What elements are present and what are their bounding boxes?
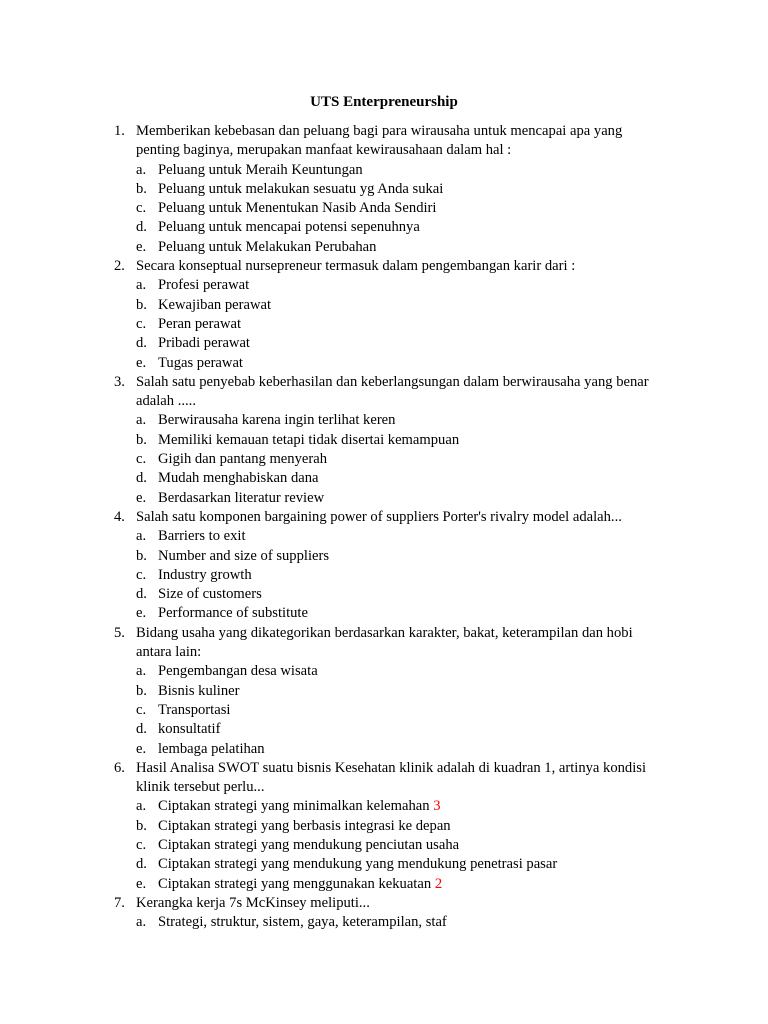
option-item: [0, 276, 768, 295]
option-letter: b.: [136, 817, 147, 834]
question-item: [0, 257, 768, 373]
option-item: [0, 469, 768, 488]
question-number: 4.: [114, 508, 125, 525]
option-text: Ciptakan strategi yang berbasis integrasi ke depan: [158, 817, 451, 834]
question-number: 7.: [114, 894, 125, 911]
question-text: Bidang usaha yang dikategorikan berdasarkan karakter, bakat, keterampilan dan hobi antara lain:: [136, 624, 633, 661]
option-text: Size of customers: [158, 586, 262, 603]
option-item: [0, 682, 768, 701]
option-letter: a.: [136, 798, 147, 815]
option-letter: e.: [136, 740, 147, 757]
question-item: [0, 759, 768, 894]
option-item: [0, 161, 768, 180]
question-text: Secara konseptual nursepreneur termasuk dalam pengembangan karir dari :: [136, 258, 576, 275]
option-text: lembaga pelatihan: [158, 740, 265, 757]
option-text: Ciptakan strategi yang mendukung penciutan usaha: [158, 836, 460, 853]
option-list: [0, 161, 768, 257]
option-text: Peluang untuk Melakukan Perubahan: [158, 238, 377, 255]
option-letter: b.: [136, 547, 147, 564]
option-text: Performance of substitute: [158, 605, 308, 622]
option-item-answer: [0, 547, 768, 566]
option-item: [0, 296, 768, 315]
option-letter: b.: [136, 296, 147, 313]
option-text: Peluang untuk melakukan sesuatu yg Anda sukai: [158, 180, 444, 197]
option-item: [0, 354, 768, 373]
option-text: Peran perawat: [158, 315, 242, 332]
document-title: UTS Enterpreneurship: [310, 94, 458, 110]
question-text: Salah satu penyebab keberhasilan dan keberlangsungan dalam berwirausaha yang benar adalah .....: [136, 373, 649, 410]
option-letter: b.: [136, 682, 147, 699]
option-text: Pengembangan desa wisata: [158, 663, 318, 680]
option-text: Peluang untuk mencapai potensi sepenuhnya: [158, 219, 420, 236]
option-text: konsultatif: [158, 721, 221, 738]
option-letter: a.: [136, 663, 147, 680]
question-text: Salah satu komponen bargaining power of suppliers Porter's rivalry model adalah...: [136, 508, 622, 525]
question-text: Kerangka kerja 7s McKinsey meliputi...: [136, 894, 370, 911]
option-list: [0, 913, 768, 932]
option-letter: d.: [136, 721, 147, 738]
option-text: Tugas perawat: [158, 354, 243, 371]
question-list: [0, 122, 768, 932]
option-letter: e.: [136, 489, 147, 506]
option-item: [0, 662, 768, 681]
question-item: [0, 373, 768, 508]
option-text: Number and size of suppliers: [158, 547, 330, 564]
option-item: [0, 875, 768, 894]
option-item: [0, 431, 768, 450]
option-item: [0, 604, 768, 623]
option-letter: c.: [136, 566, 147, 583]
option-letter: d.: [136, 856, 147, 873]
option-list: [0, 411, 768, 507]
option-text: Kewajiban perawat: [158, 296, 272, 313]
question-text: Hasil Analisa SWOT suatu bisnis Kesehatan klinik adalah di kuadran 1, artinya kondisi klinik tersebut perlu...: [136, 759, 647, 796]
question-number: 3.: [114, 373, 125, 390]
option-list: [0, 662, 768, 758]
question-item: [0, 894, 768, 933]
option-item-answer: [0, 199, 768, 218]
option-item: [0, 797, 768, 816]
option-item: [0, 218, 768, 237]
option-item: [0, 411, 768, 430]
option-text: Pribadi perawat: [158, 335, 250, 352]
option-text: Peluang untuk Meraih Keuntungan: [158, 161, 363, 178]
question-item: [0, 122, 768, 257]
option-letter: d.: [136, 219, 147, 236]
option-item: [0, 701, 768, 720]
option-note: 2: [434, 875, 443, 892]
option-text: [158, 797, 440, 816]
option-letter: d.: [136, 335, 147, 352]
option-item-answer: [0, 913, 768, 932]
option-item-answer: [0, 817, 768, 836]
option-text-content: Ciptakan strategi yang minimalkan kelemahan: [158, 798, 430, 815]
option-item: [0, 836, 768, 855]
option-letter: e.: [136, 875, 147, 892]
option-item: [0, 180, 768, 199]
option-letter: d.: [136, 470, 147, 487]
option-list: [0, 797, 768, 893]
option-text: Berwirausaha karena ingin terlihat keren: [158, 412, 396, 429]
option-text: Berdasarkan literatur review: [158, 489, 325, 506]
option-item: [0, 527, 768, 546]
option-letter: a.: [136, 528, 147, 545]
option-text: [158, 875, 442, 894]
option-letter: c.: [136, 200, 147, 217]
option-text: Strategi, struktur, sistem, gaya, keterampilan, staf: [158, 914, 447, 931]
option-list: [0, 276, 768, 372]
option-item-answer: [0, 720, 768, 739]
option-text: Transportasi: [158, 701, 231, 718]
option-letter: b.: [136, 431, 147, 448]
option-text: Memiliki kemauan tetapi tidak disertai kemampuan: [158, 431, 460, 448]
option-letter: c.: [136, 701, 147, 718]
option-text: Peluang untuk Menentukan Nasib Anda Sendiri: [158, 200, 437, 217]
option-text-content: Ciptakan strategi yang menggunakan kekuatan: [158, 875, 432, 892]
option-item-answer: [0, 315, 768, 334]
option-letter: c.: [136, 836, 147, 853]
option-letter: c.: [136, 315, 147, 332]
question-number: 6.: [114, 759, 125, 776]
question-text: Memberikan kebebasan dan peluang bagi para wirausaha untuk mencapai apa yang penting baginya, merupakan manfaat kewirausahaan dalam hal :: [136, 123, 623, 159]
option-letter: a.: [136, 277, 147, 294]
option-letter: e.: [136, 238, 147, 255]
question-number: 1.: [114, 123, 125, 139]
option-letter: e.: [136, 354, 147, 371]
option-item: [0, 855, 768, 874]
question-item: [0, 508, 768, 624]
option-letter: a.: [136, 412, 147, 429]
option-letter: c.: [136, 451, 147, 468]
option-item: [0, 489, 768, 508]
option-text: Barriers to exit: [158, 528, 246, 545]
option-note: 3: [433, 798, 441, 815]
option-item: [0, 585, 768, 604]
option-letter: e.: [136, 605, 147, 622]
option-letter: a.: [136, 161, 147, 178]
option-text: Bisnis kuliner: [158, 682, 240, 699]
option-letter: b.: [136, 180, 147, 197]
option-text: Profesi perawat: [158, 277, 250, 294]
question-number: 5.: [114, 624, 125, 641]
option-item: [0, 566, 768, 585]
question-number: 2.: [114, 258, 125, 275]
question-item: [0, 624, 768, 759]
option-text: Gigih dan pantang menyerah: [158, 451, 327, 468]
option-text: Ciptakan strategi yang mendukung yang mendukung penetrasi pasar: [158, 856, 558, 873]
option-letter: d.: [136, 586, 147, 603]
option-text: Industry growth: [158, 566, 252, 583]
option-item: [0, 334, 768, 353]
option-item: [0, 238, 768, 257]
option-item-answer: [0, 450, 768, 469]
option-list: [0, 527, 768, 623]
option-item: [0, 740, 768, 759]
option-text: Mudah menghabiskan dana: [158, 470, 319, 487]
option-letter: a.: [136, 914, 147, 931]
